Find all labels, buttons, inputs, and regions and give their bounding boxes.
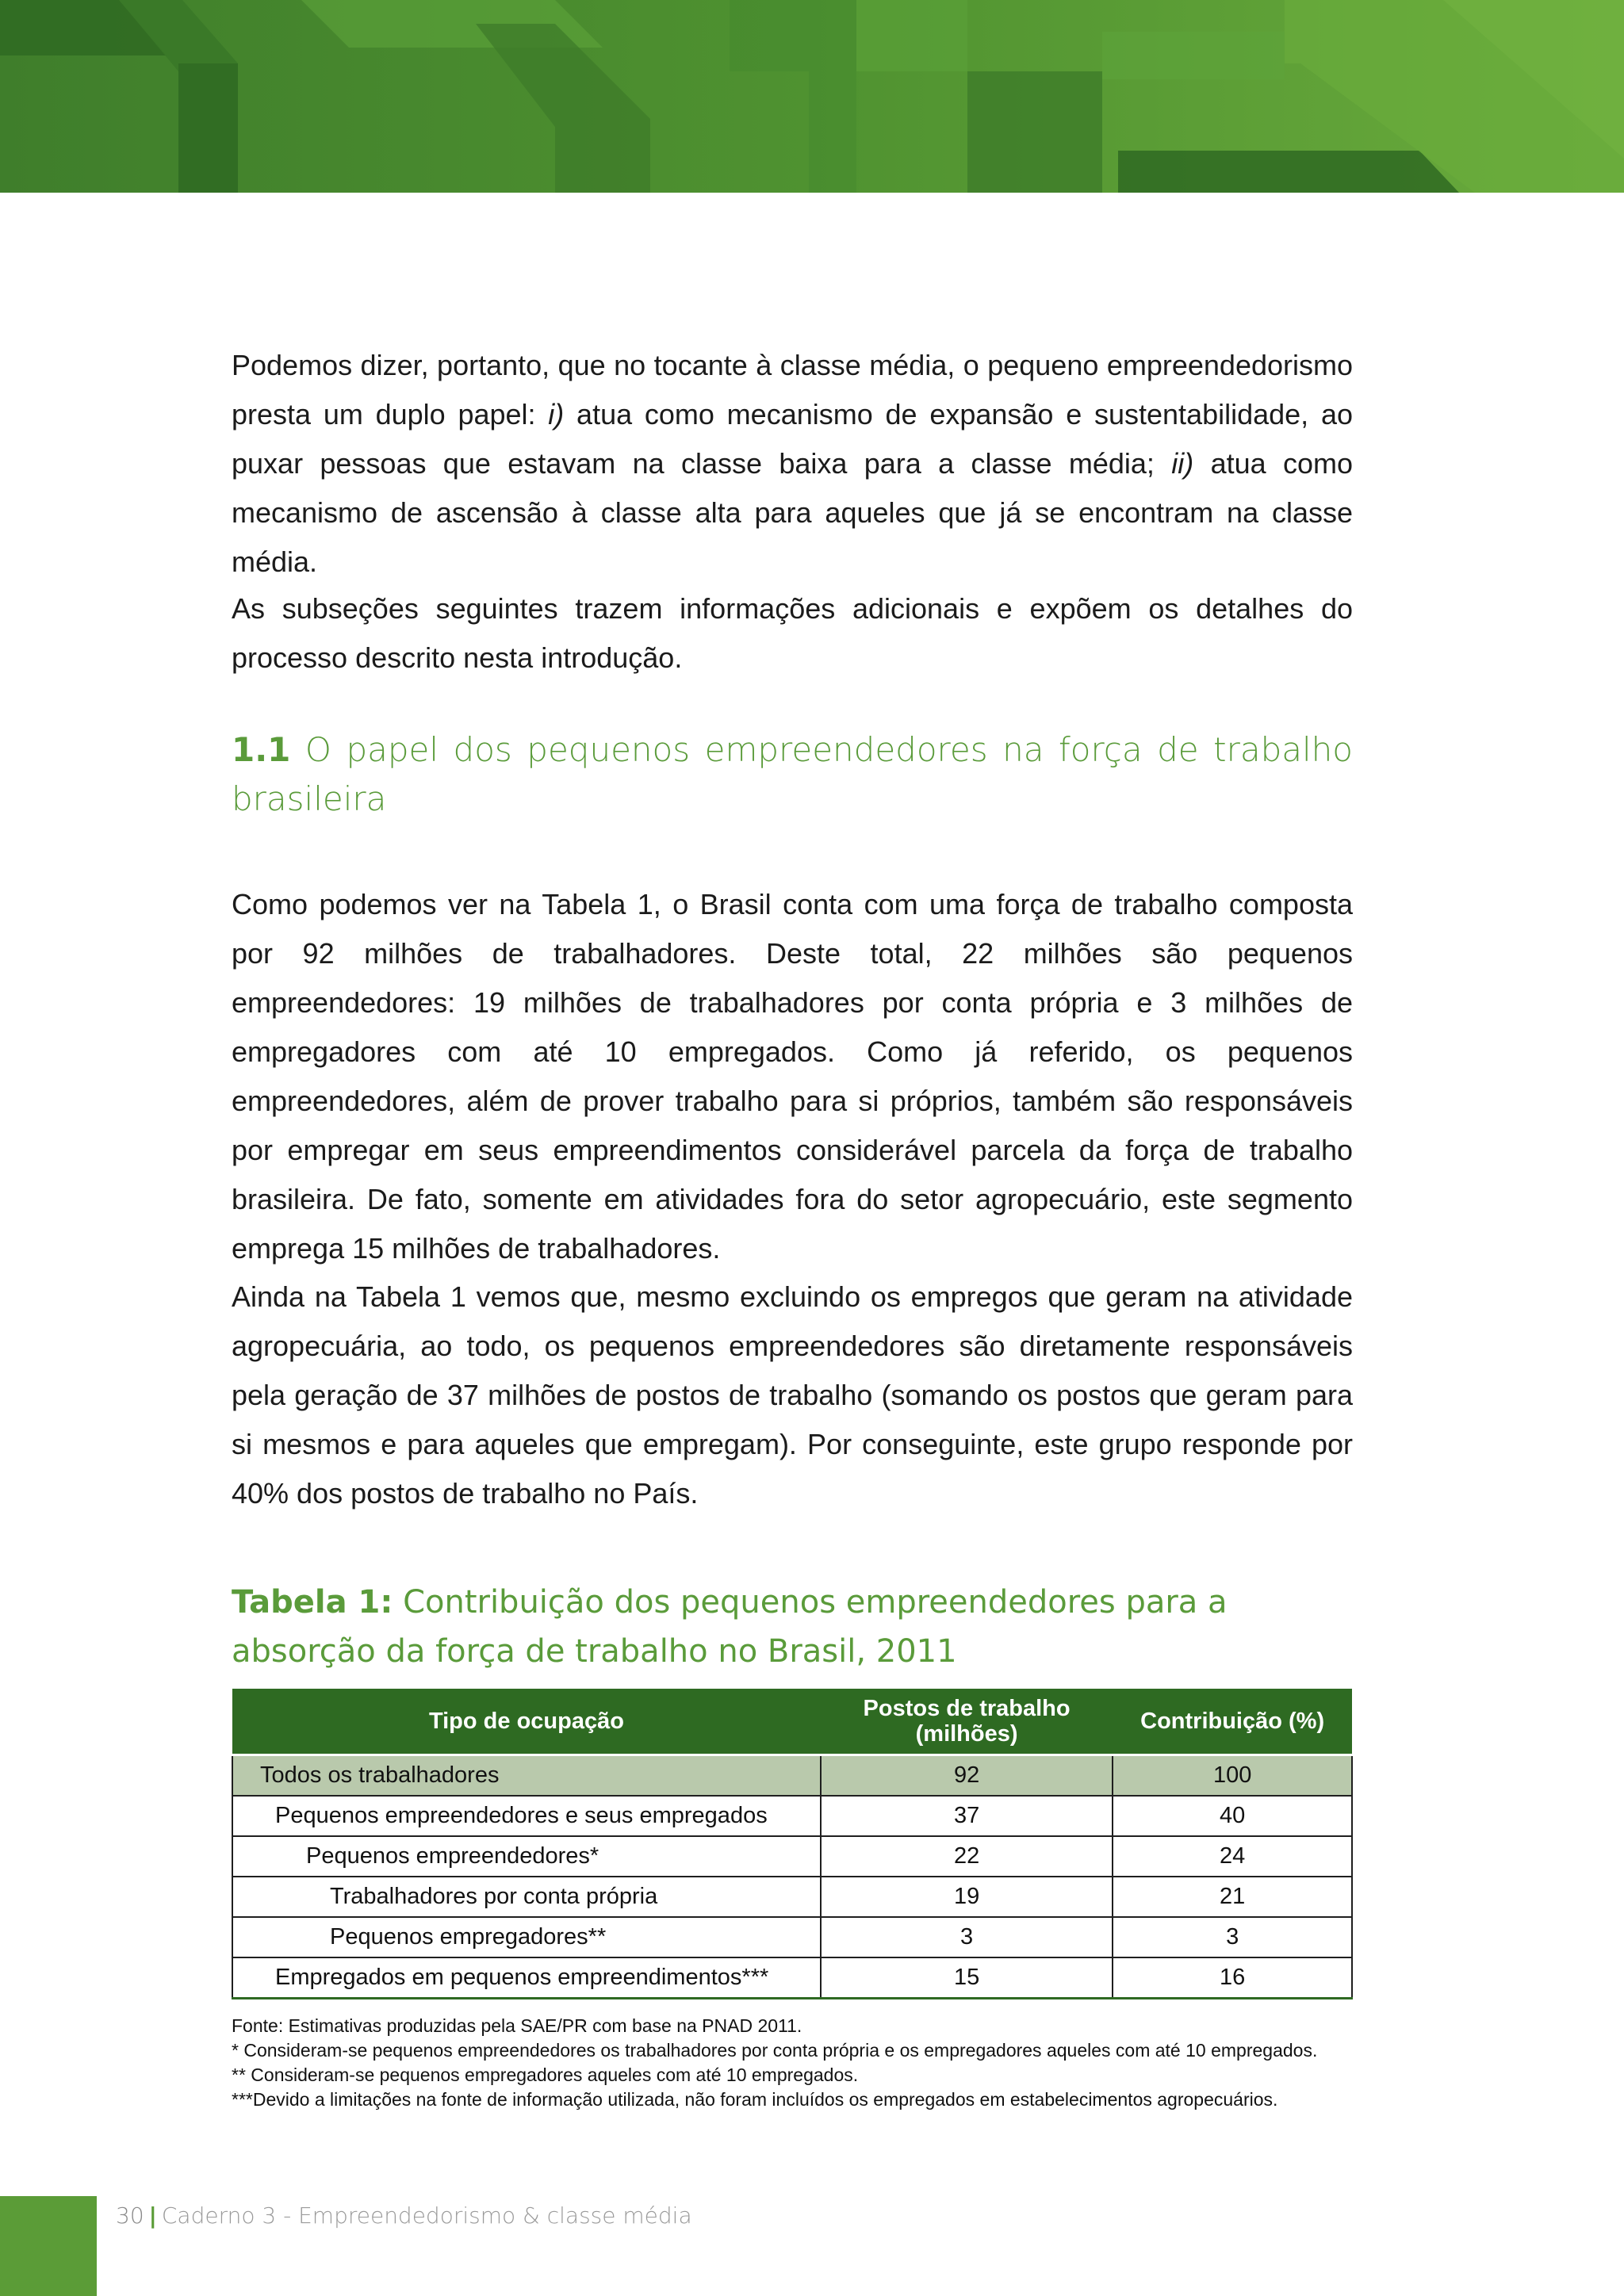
row-label: Empregados em pequenos empreendimentos*** [232, 1957, 821, 1999]
row-contrib: 21 [1113, 1877, 1352, 1917]
table-row [232, 1796, 1352, 1836]
footer-green-square [0, 2196, 97, 2296]
row-contrib: 40 [1113, 1796, 1352, 1836]
row-postos: 19 [821, 1877, 1113, 1917]
table-header-row [232, 1689, 1352, 1755]
row-postos: 15 [821, 1957, 1113, 1999]
footnote-1: * Consideram-se pequenos empreendedores os trabalhadores por conta própria e os empregadores aqueles com até 10 empregados. [232, 2040, 1318, 2061]
header-banner [0, 0, 1624, 193]
footnote-2: ** Consideram-se pequenos empregadores aqueles com até 10 empregados. [232, 2064, 859, 2085]
row-postos: 92 [821, 1755, 1113, 1797]
row-postos: 3 [821, 1917, 1113, 1957]
header-pattern [0, 0, 1624, 193]
section-heading [232, 725, 1353, 824]
row-label: Pequenos empreendedores e seus empregados [232, 1796, 821, 1836]
table-footnotes [232, 2014, 1365, 2112]
footer-caption: Caderno 3 - Empreendedorismo & classe média [161, 2202, 692, 2229]
data-table [232, 1689, 1353, 1999]
table-row [232, 1755, 1352, 1797]
table-row [232, 1957, 1352, 1999]
page-number: 30 [116, 2202, 144, 2229]
paragraph-4: Ainda na Tabela 1 vemos que, mesmo excluindo os empregos que geram na atividade agropecuária, ao todo, os pequenos empreendedores são diretamente responsáveis pela geração de 37 milhões de postos de trabalho (somando os postos que geram para si mesmos e para aqueles que empregam). Por conseguinte, este grupo responde por 40% dos postos de trabalho no País. [232, 1280, 1353, 1510]
row-contrib: 24 [1113, 1836, 1352, 1877]
section-number: 1.1 [232, 730, 291, 769]
table-row [232, 1917, 1352, 1957]
table-row [232, 1836, 1352, 1877]
table-title [232, 1578, 1353, 1676]
row-postos: 37 [821, 1796, 1113, 1836]
row-contrib: 3 [1113, 1917, 1352, 1957]
table-label: Tabela 1: [232, 1584, 393, 1621]
row-label: Trabalhadores por conta própria [232, 1877, 821, 1917]
footnote-3: ***Devido a limitações na fonte de informação utilizada, não foram incluídos os empregados em estabelecimentos agropecuários. [232, 2089, 1278, 2110]
paragraph-2: As subseções seguintes trazem informações adicionais e expõem os detalhes do processo descrito nesta introdução. [232, 592, 1353, 674]
footnote-source: Fonte: Estimativas produzidas pela SAE/PR com base na PNAD 2011. [232, 2015, 802, 2036]
row-label: Todos os trabalhadores [232, 1755, 821, 1797]
header-tipo-ocupacao: Tipo de ocupação [232, 1689, 821, 1755]
page-footer [116, 2202, 692, 2229]
row-label: Pequenos empreendedores* [232, 1836, 821, 1877]
paragraph-3: Como podemos ver na Tabela 1, o Brasil conta com uma força de trabalho composta por 92 milhões de trabalhadores. Deste total, 22 milhões são pequenos empreendedores: 19 milhões de trabalhadores por conta própria e 3 milhões de empregadores com até 10 empregados. Como já referido, os pequenos empreendedores, além de prover trabalho para si próprios, também são responsáveis por empregar em seus empreendimentos considerável parcela da força de trabalho brasileira. De fato, somente em atividades fora do setor agropecuário, este segmento emprega 15 milhões de trabalhadores. [232, 888, 1353, 1265]
header-contribuicao: Contribuição (%) [1113, 1689, 1352, 1755]
paragraph-1: Podemos dizer, portanto, que no tocante à classe média, o pequeno empreendedorismo presta um duplo papel: i) atua como mecanismo de expansão e sustentabilidade, ao puxar pessoas que estavam na classe baixa para a classe média; ii) atua como mecanismo de ascensão à classe alta para aqueles que já se encontram na classe média. [232, 349, 1353, 578]
footer-separator: | [148, 2202, 157, 2229]
row-contrib: 100 [1113, 1755, 1352, 1797]
row-postos: 22 [821, 1836, 1113, 1877]
table-caption: Contribuição dos pequenos empreendedores para a absorção da força de trabalho no Brasil, 2011 [232, 1584, 1228, 1670]
table-row [232, 1877, 1352, 1917]
section-title: O papel dos pequenos empreendedores na força de trabalho brasileira [232, 730, 1353, 818]
row-label: Pequenos empregadores** [232, 1917, 821, 1957]
header-postos-trabalho: Postos de trabalho (milhões) [821, 1689, 1113, 1755]
row-contrib: 16 [1113, 1957, 1352, 1999]
